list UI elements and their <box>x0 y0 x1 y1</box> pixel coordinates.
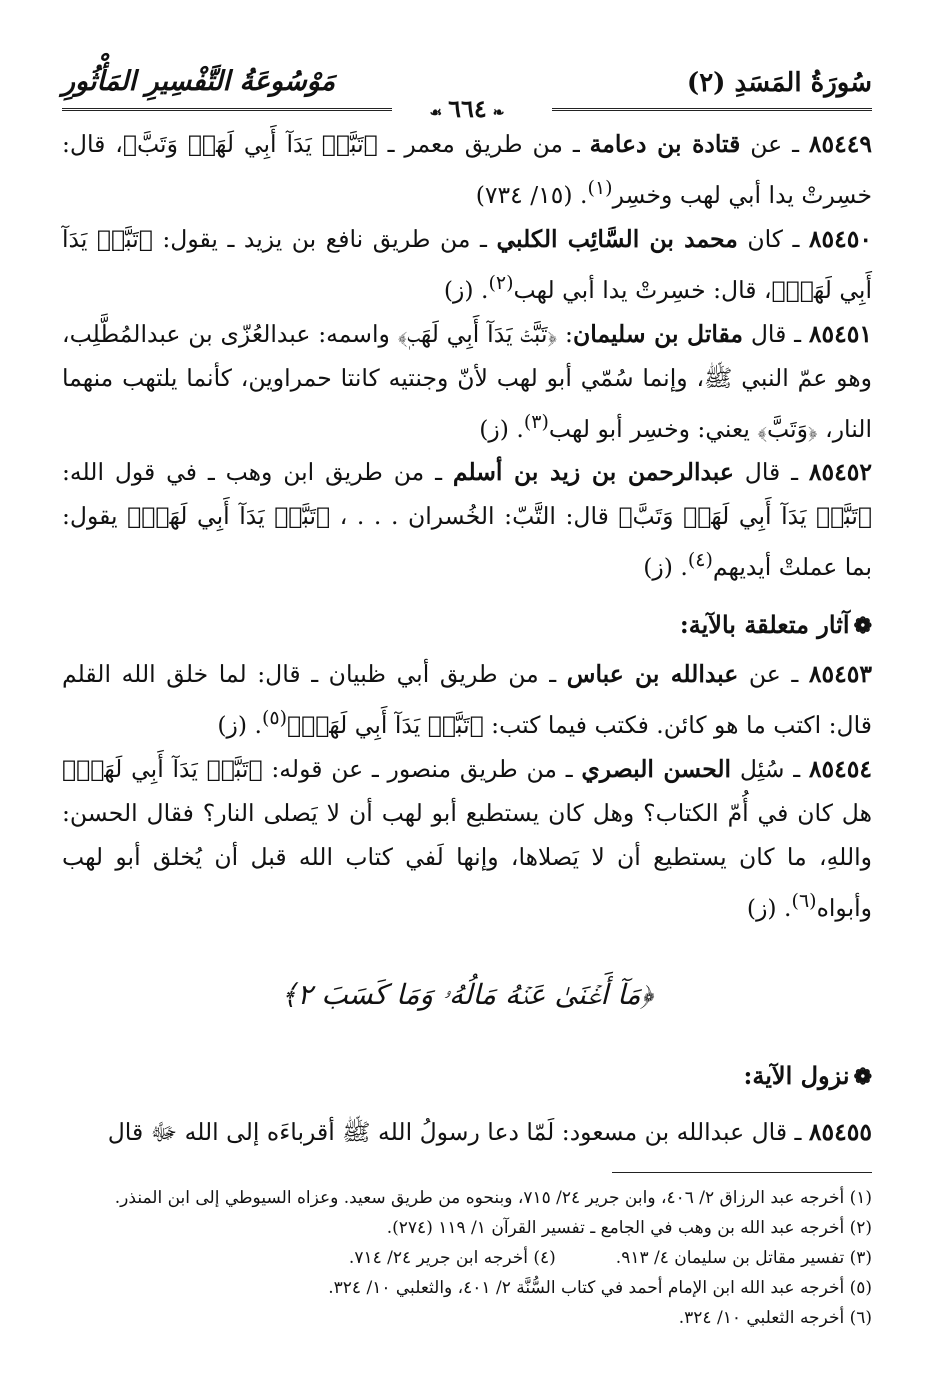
narration-entry: ٨٥٤٥٢ ـ قال عبدالرحمن بن زيد بن أسلم ـ من طريق ابن وهب ـ في قول الله: ﴿تَبَّتۡ يَدَآ أَبِي لَهَبٖ وَتَبَّ﴾ قال: التَّبّ: الخُسران . . . ، ﴿تَبَّتۡ يَدَآ أَبِي لَهَبٖ﴾ يقول: بما عملتْ أيديهم$^{(٤)}$. (ز) <box>62 458 872 582</box>
footnotes <box>62 1183 872 1333</box>
narration-entry: ٨٥٤٥٣ ـ عن عبدالله بن عباس ـ من طريق أبي ظبيان ـ قال: لما خلق الله القلم قال: اكتب ما هو كائن. فكتب فيما كتب: ﴿تَبَّتۡ يَدَآ أَبِي لَهَبٖ﴾$^{(٥)}$. (ز) <box>62 660 872 740</box>
quran-verse: ﴿مَآ أَغۡنَىٰ عَنۡهُ مَالُهُۥ وَمَا كَسَبَ ٢﴾ <box>280 977 654 1011</box>
ornament-icon: ☙ <box>429 105 443 121</box>
footnote: (٦) أخرجه الثعلبي ١٠/ ٣٢٤. <box>678 1307 872 1328</box>
flower-icon: ❁ <box>853 613 872 640</box>
narration-entry: ٨٥٤٥٠ ـ كان محمد بن السَّائِب الكلبي ـ من طريق نافع بن يزيد ـ يقول: ﴿تَبَّتۡ يَدَآ أَبِي لَهَبٖ﴾، قال: خسِرتْ يدا أبي لهب$^{(٢)}$. (ز) <box>62 224 872 304</box>
footnote-ref: (٣) <box>523 410 549 433</box>
footnote: (٤) أخرجه ابن جرير ٢٤/ ٧١٤. <box>348 1247 556 1268</box>
entries-top <box>62 122 872 589</box>
footnote: (١) أخرجه عبد الرزاق ٢/ ٤٠٦، وابن جرير ٢٤/ ٧١٥، وبنحوه من طريق سعيد. وعزاه السيوطي إلى ابن المنذر. <box>114 1187 872 1208</box>
entries-mid <box>62 652 872 930</box>
footnote-ref: (٥) <box>261 707 287 730</box>
surah-title: سُورَةُ المَسَدِ (٢) <box>686 68 872 98</box>
footnote: (٥) أخرجه عبد الله ابن الإمام أحمد في كتاب السُّنَّة ٢/ ٤٠١، والثعلبي ١٠/ ٣٢٤. <box>328 1277 872 1298</box>
header-rule-left <box>62 108 392 111</box>
footnote: (٢) أخرجه عبد الله بن وهب في الجامع ـ تفسير القرآن ١/ ١١٩ (٢٧٤). <box>386 1217 872 1238</box>
flower-icon: ❁ <box>853 1063 872 1090</box>
page-number: ❧٦٦٤☙ <box>414 94 521 123</box>
section-heading: ❁آثار متعلقة بالآية: <box>679 610 872 640</box>
footnote-row <box>62 1243 872 1273</box>
ornament-icon: ❧ <box>492 105 505 121</box>
section-heading: ❁نزول الآية: <box>743 1060 872 1090</box>
header-rule-right <box>552 108 872 111</box>
footnote: (٣) تفسير مقاتل بن سليمان ٤/ ٩١٣. <box>615 1247 872 1268</box>
footnote-ref: (٤) <box>687 549 713 572</box>
footnote-ref: (٢) <box>488 271 514 294</box>
book-title: مَوْسُوعَةُ التَّفْسِيرِ المَأْثُورِ <box>62 66 336 97</box>
book-page <box>62 62 872 1333</box>
footnote-divider <box>612 1172 872 1173</box>
page-header <box>62 62 872 122</box>
narration-entry: ٨٥٤٥٤ ـ سُئِل الحسن البصري ـ من طريق منصور ـ عن قوله: ﴿تَبَّتۡ يَدَآ أَبِي لَهَبٖ﴾ هل كان في أُمّ الكتاب؟ وهل كان يستطيع أبو لهب أن لا يَصلى النار؟ فقال الحسن: واللهِ، ما كان يستطيع أن لا يَصلاها، وإنها لَفي كتاب الله قبل أن يُخلق أبو لهب وأبواه$^{(٦)}$. (ز) <box>62 755 872 922</box>
narration-entry: ٨٥٤٤٩ ـ عن قتادة بن دعامة ـ من طريق معمر ـ ﴿تَبَّتۡ يَدَآ أَبِي لَهَبٖ وَتَبَّ﴾، قال: خسِرتْ يدا أبي لهب وخسِر$^{(١)}$. (١٥/ ٧٣٤) <box>62 130 873 209</box>
narration-entry: ٨٥٤٥٥ ـ قال عبدالله بن مسعود: لَمّا دعا رسولُ الله ﷺ أقرباءَه إلى الله ﷻ قال <box>107 1117 872 1146</box>
footnote-ref: (١) <box>587 177 613 199</box>
narration-entry: ٨٥٤٥١ ـ قال مقاتل بن سليمان: ﴿تَبَّتۡ يَدَآ أَبِي لَهَبٖ﴾ واسمه: عبدالعُزّى بن عبدالمُطَّلِب، وهو عمّ النبي ﷺ، وإنما سُمّي أبو لهب لأنّ وجنتيه كانتا حمراوين، كأنما يلتهب منهما النار، ﴿وَتَبَّ﴾ يعني: وخسِر أبو لهب$^{(٣)}$. (ز) <box>62 319 872 443</box>
footnote-ref: (٦) <box>791 890 817 913</box>
